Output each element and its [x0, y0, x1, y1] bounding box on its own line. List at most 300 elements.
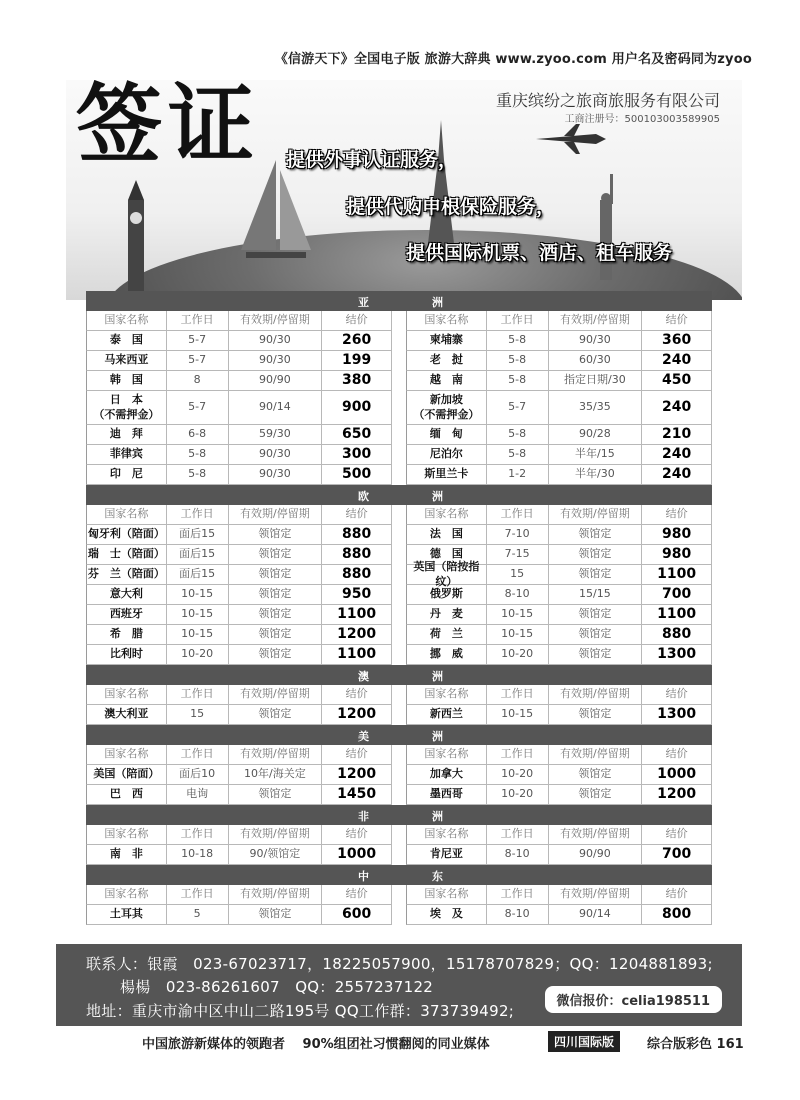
table-header-row — [86, 505, 712, 525]
validity-stay: 90/30 — [229, 331, 323, 350]
country-name: 老 挝 — [407, 351, 487, 370]
row-half-right — [406, 311, 712, 331]
row-half-right — [406, 765, 712, 785]
contact-panel — [56, 944, 742, 1026]
price: 880 — [322, 545, 392, 564]
column-header: 结价 — [322, 745, 392, 764]
country-name: 荷 兰 — [407, 625, 487, 644]
table-row — [86, 465, 712, 485]
row-half-left — [86, 525, 392, 545]
page-number: 综合版彩色 161 — [647, 1037, 744, 1052]
processing-days: 8-10 — [487, 585, 549, 604]
column-header: 有效期/停留期 — [549, 685, 643, 704]
price: 210 — [642, 425, 712, 444]
region-header — [86, 805, 712, 825]
processing-days: 1-2 — [487, 465, 549, 484]
validity-stay: 领馆定 — [229, 625, 323, 644]
row-half-right — [406, 331, 712, 351]
region-header — [86, 665, 712, 685]
row-half-right — [406, 845, 712, 865]
row-half-left — [86, 885, 392, 905]
country-name: 墨西哥 — [407, 785, 487, 804]
region-header — [86, 291, 712, 311]
row-half-right — [406, 905, 712, 925]
country-name: 泰 国 — [87, 331, 167, 350]
country-name: 英国（陪按指纹） — [407, 565, 487, 584]
validity-stay: 35/35 — [549, 391, 643, 424]
country-name: 马来西亚 — [87, 351, 167, 370]
column-header: 有效期/停留期 — [229, 825, 323, 844]
column-header: 国家名称 — [87, 745, 167, 764]
table-row — [86, 391, 712, 425]
price: 1300 — [642, 645, 712, 664]
row-half-left — [86, 705, 392, 725]
validity-stay: 领馆定 — [549, 605, 643, 624]
processing-days: 5-7 — [167, 391, 229, 424]
row-half-left — [86, 845, 392, 865]
validity-stay: 90/30 — [229, 351, 323, 370]
validity-stay: 领馆定 — [549, 645, 643, 664]
processing-days: 面后15 — [167, 565, 229, 584]
row-half-right — [406, 785, 712, 805]
processing-days: 10-18 — [167, 845, 229, 864]
processing-days: 5-8 — [487, 425, 549, 444]
column-header: 有效期/停留期 — [549, 311, 643, 330]
table-header-row — [86, 885, 712, 905]
price: 800 — [642, 905, 712, 924]
country-name: 柬埔寨 — [407, 331, 487, 350]
price: 1200 — [322, 765, 392, 784]
column-header: 有效期/停留期 — [549, 885, 643, 904]
processing-days: 6-8 — [167, 425, 229, 444]
table-row — [86, 371, 712, 391]
processing-days: 5-8 — [167, 465, 229, 484]
table-header-row — [86, 685, 712, 705]
region-name: 亚 — [358, 296, 369, 309]
wechat-badge: 微信报价：celia198511 — [545, 986, 722, 1013]
column-header: 结价 — [322, 825, 392, 844]
processing-days: 面后10 — [167, 765, 229, 784]
country-name: 菲律宾 — [87, 445, 167, 464]
column-header: 国家名称 — [407, 311, 487, 330]
processing-days: 5-7 — [167, 351, 229, 370]
row-half-left — [86, 785, 392, 805]
region-name-suffix: 洲 — [432, 730, 443, 743]
region-name: 美 — [358, 730, 369, 743]
price: 880 — [322, 525, 392, 544]
region-name-suffix: 洲 — [432, 490, 443, 503]
column-header: 工作日 — [167, 311, 229, 330]
airplane-icon — [536, 124, 606, 154]
row-half-right — [406, 445, 712, 465]
processing-days: 10-15 — [167, 605, 229, 624]
row-half-left — [86, 391, 392, 425]
country-name: 新加坡 （不需押金） — [407, 391, 487, 424]
processing-days: 8-10 — [487, 845, 549, 864]
country-name: 匈牙利（陪面） — [87, 525, 167, 544]
column-header: 工作日 — [167, 885, 229, 904]
table-row — [86, 331, 712, 351]
row-half-right — [406, 505, 712, 525]
contact-line-2: 楊楊 023-86261607 QQ：2557237122 — [120, 978, 434, 996]
processing-days: 10-15 — [167, 625, 229, 644]
price: 500 — [322, 465, 392, 484]
column-header: 国家名称 — [87, 825, 167, 844]
column-header: 结价 — [642, 825, 712, 844]
validity-stay: 10年/海关定 — [229, 765, 323, 784]
visa-price-table — [86, 291, 712, 925]
column-header: 工作日 — [487, 885, 549, 904]
column-header: 有效期/停留期 — [229, 505, 323, 524]
row-half-right — [406, 745, 712, 765]
validity-stay: 15/15 — [549, 585, 643, 604]
column-header: 有效期/停留期 — [549, 505, 643, 524]
validity-stay: 领馆定 — [549, 625, 643, 644]
column-header: 工作日 — [167, 745, 229, 764]
price: 240 — [642, 351, 712, 370]
processing-days: 10-20 — [487, 785, 549, 804]
row-half-left — [86, 765, 392, 785]
row-half-right — [406, 825, 712, 845]
price: 1200 — [322, 625, 392, 644]
validity-stay: 领馆定 — [229, 565, 323, 584]
processing-days: 5-8 — [167, 445, 229, 464]
row-half-left — [86, 905, 392, 925]
column-header: 工作日 — [487, 745, 549, 764]
validity-stay: 90/30 — [549, 331, 643, 350]
price: 650 — [322, 425, 392, 444]
validity-stay: 90/30 — [229, 445, 323, 464]
row-half-left — [86, 505, 392, 525]
validity-stay: 90/90 — [549, 845, 643, 864]
row-half-left — [86, 351, 392, 371]
column-header: 国家名称 — [407, 685, 487, 704]
processing-days: 5-8 — [487, 445, 549, 464]
validity-stay: 领馆定 — [549, 785, 643, 804]
country-name: 比利时 — [87, 645, 167, 664]
processing-days: 7-10 — [487, 525, 549, 544]
price: 1000 — [642, 765, 712, 784]
column-header: 结价 — [642, 311, 712, 330]
region-header — [86, 865, 712, 885]
validity-stay: 领馆定 — [229, 585, 323, 604]
row-half-left — [86, 825, 392, 845]
region-name: 非 — [358, 810, 369, 823]
processing-days: 15 — [487, 565, 549, 584]
price: 980 — [642, 545, 712, 564]
validity-stay: 60/30 — [549, 351, 643, 370]
price: 260 — [322, 331, 392, 350]
region-name-suffix: 东 — [432, 870, 443, 883]
validity-stay: 领馆定 — [549, 705, 643, 724]
validity-stay: 指定日期/30 — [549, 371, 643, 390]
tagline-2: 提供代购申根保险服务， — [346, 196, 556, 218]
processing-days: 面后15 — [167, 545, 229, 564]
country-name: 土耳其 — [87, 905, 167, 924]
row-half-right — [406, 391, 712, 425]
table-header-row — [86, 311, 712, 331]
processing-days: 5-8 — [487, 351, 549, 370]
validity-stay: 半年/30 — [549, 465, 643, 484]
processing-days: 10-15 — [167, 585, 229, 604]
table-row — [86, 560, 712, 588]
column-header: 国家名称 — [87, 685, 167, 704]
row-half-left — [86, 565, 392, 585]
page-footer — [0, 1031, 800, 1053]
row-half-left — [86, 425, 392, 445]
country-name: 挪 威 — [407, 645, 487, 664]
column-header: 结价 — [322, 311, 392, 330]
contact-address: 地址：重庆市渝中区中山二路195号 QQ工作群：373739492; — [86, 1002, 515, 1020]
price: 1100 — [642, 605, 712, 624]
column-header: 有效期/停留期 — [229, 745, 323, 764]
column-header: 工作日 — [487, 311, 549, 330]
column-header: 国家名称 — [87, 885, 167, 904]
validity-stay: 90/90 — [229, 371, 323, 390]
row-half-left — [86, 445, 392, 465]
column-header: 结价 — [322, 685, 392, 704]
row-half-right — [406, 425, 712, 445]
price: 1450 — [322, 785, 392, 804]
column-header: 国家名称 — [407, 745, 487, 764]
table-header-row — [86, 745, 712, 765]
country-name: 瑞 士（陪面） — [87, 545, 167, 564]
validity-stay: 领馆定 — [229, 785, 323, 804]
table-row — [86, 705, 712, 725]
price: 900 — [322, 391, 392, 424]
country-name: 意大利 — [87, 585, 167, 604]
row-half-right — [406, 465, 712, 485]
row-half-left — [86, 685, 392, 705]
price: 360 — [642, 331, 712, 350]
row-half-left — [86, 625, 392, 645]
validity-stay: 90/领馆定 — [229, 845, 323, 864]
processing-days: 5 — [167, 905, 229, 924]
processing-days: 5-8 — [487, 331, 549, 350]
sailboat-icon — [236, 160, 316, 270]
column-header: 工作日 — [487, 685, 549, 704]
table-row — [86, 525, 712, 545]
big-ben-icon — [106, 180, 166, 300]
country-name: 美国（陪面） — [87, 765, 167, 784]
table-row — [86, 585, 712, 605]
row-half-left — [86, 371, 392, 391]
region-header — [86, 725, 712, 745]
processing-days: 电询 — [167, 785, 229, 804]
column-header: 结价 — [642, 685, 712, 704]
validity-stay: 领馆定 — [229, 645, 323, 664]
validity-stay: 领馆定 — [229, 525, 323, 544]
processing-days: 5-7 — [487, 391, 549, 424]
validity-stay: 59/30 — [229, 425, 323, 444]
row-half-right — [406, 585, 712, 605]
region-header — [86, 485, 712, 505]
price: 880 — [322, 565, 392, 584]
row-half-right — [406, 525, 712, 545]
price: 700 — [642, 845, 712, 864]
row-half-left — [86, 311, 392, 331]
table-row — [86, 645, 712, 665]
validity-stay: 领馆定 — [549, 545, 643, 564]
price: 240 — [642, 465, 712, 484]
country-name: 迪 拜 — [87, 425, 167, 444]
row-half-left — [86, 605, 392, 625]
price: 1100 — [322, 605, 392, 624]
edition-badge: 四川国际版 — [548, 1031, 620, 1052]
footer-slogan: 中国旅游新媒体的领跑者 90%组团社习惯翻阅的同业媒体 — [142, 1037, 490, 1052]
country-name: 法 国 — [407, 525, 487, 544]
country-name: 斯里兰卡 — [407, 465, 487, 484]
country-name: 肯尼亚 — [407, 845, 487, 864]
column-header: 结价 — [642, 745, 712, 764]
price: 1100 — [322, 645, 392, 664]
price: 1200 — [322, 705, 392, 724]
contact-line-1: 联系人：银霞 023-67023717，18225057900，15178707829；QQ：1204881893; — [86, 955, 713, 973]
tagline-3: 提供国际机票、酒店、租车服务 — [406, 242, 673, 264]
price: 950 — [322, 585, 392, 604]
processing-days: 10-20 — [487, 765, 549, 784]
price: 450 — [642, 371, 712, 390]
row-half-left — [86, 745, 392, 765]
row-half-left — [86, 545, 392, 565]
country-name: 芬 兰（陪面） — [87, 565, 167, 584]
region-name: 澳 — [358, 670, 369, 683]
country-name: 希 腊 — [87, 625, 167, 644]
country-name: 加拿大 — [407, 765, 487, 784]
column-header: 工作日 — [487, 505, 549, 524]
price: 980 — [642, 525, 712, 544]
row-half-right — [406, 645, 712, 665]
country-name: 缅 甸 — [407, 425, 487, 444]
top-banner: 《信游天下》全国电子版 旅游大辞典 www.zyoo.com 用户名及密码同为zyoo — [274, 52, 752, 67]
country-name: 日 本 （不需押金） — [87, 391, 167, 424]
validity-stay: 领馆定 — [229, 705, 323, 724]
row-half-right — [406, 351, 712, 371]
page-title: 签证 — [76, 80, 260, 175]
country-name: 韩 国 — [87, 371, 167, 390]
processing-days: 7-15 — [487, 545, 549, 564]
row-half-right — [406, 625, 712, 645]
column-header: 有效期/停留期 — [229, 311, 323, 330]
price: 380 — [322, 371, 392, 390]
validity-stay: 领馆定 — [229, 605, 323, 624]
processing-days: 10-20 — [167, 645, 229, 664]
column-header: 结价 — [642, 885, 712, 904]
country-name: 越 南 — [407, 371, 487, 390]
country-name: 丹 麦 — [407, 605, 487, 624]
country-name: 俄罗斯 — [407, 585, 487, 604]
column-header: 工作日 — [487, 825, 549, 844]
region-name-suffix: 洲 — [432, 670, 443, 683]
price: 240 — [642, 391, 712, 424]
price: 240 — [642, 445, 712, 464]
validity-stay: 90/14 — [229, 391, 323, 424]
country-name: 埃 及 — [407, 905, 487, 924]
table-row — [86, 765, 712, 785]
price: 300 — [322, 445, 392, 464]
price: 199 — [322, 351, 392, 370]
country-name: 巴 西 — [87, 785, 167, 804]
price: 1300 — [642, 705, 712, 724]
price: 700 — [642, 585, 712, 604]
processing-days: 10-15 — [487, 605, 549, 624]
row-half-left — [86, 331, 392, 351]
processing-days: 10-15 — [487, 625, 549, 644]
row-half-left — [86, 645, 392, 665]
region-name-suffix: 洲 — [432, 810, 443, 823]
validity-stay: 90/30 — [229, 465, 323, 484]
column-header: 工作日 — [167, 825, 229, 844]
country-name: 尼泊尔 — [407, 445, 487, 464]
hero-banner — [66, 80, 742, 300]
processing-days: 5-7 — [167, 331, 229, 350]
column-header: 有效期/停留期 — [549, 825, 643, 844]
country-name: 德 国 — [407, 545, 487, 564]
processing-days: 8-10 — [487, 905, 549, 924]
processing-days: 15 — [167, 705, 229, 724]
column-header: 结价 — [322, 885, 392, 904]
validity-stay: 90/14 — [549, 905, 643, 924]
column-header: 工作日 — [167, 505, 229, 524]
price: 880 — [642, 625, 712, 644]
company-name: 重庆缤纷之旅商旅服务有限公司 — [495, 91, 720, 110]
column-header: 国家名称 — [407, 825, 487, 844]
table-row — [86, 351, 712, 371]
validity-stay: 领馆定 — [549, 765, 643, 784]
country-name: 新西兰 — [407, 705, 487, 724]
processing-days: 8 — [167, 371, 229, 390]
table-row — [86, 605, 712, 625]
column-header: 有效期/停留期 — [229, 885, 323, 904]
validity-stay: 领馆定 — [229, 545, 323, 564]
column-header: 国家名称 — [407, 505, 487, 524]
validity-stay: 半年/15 — [549, 445, 643, 464]
row-half-right — [406, 605, 712, 625]
processing-days: 10-15 — [487, 705, 549, 724]
row-half-right — [406, 685, 712, 705]
price: 1000 — [322, 845, 392, 864]
validity-stay: 领馆定 — [549, 565, 643, 584]
row-half-right — [406, 560, 712, 588]
table-row — [86, 445, 712, 465]
table-row — [86, 785, 712, 805]
table-header-row — [86, 825, 712, 845]
validity-stay: 领馆定 — [549, 525, 643, 544]
country-name: 印 尼 — [87, 465, 167, 484]
column-header: 结价 — [642, 505, 712, 524]
table-row — [86, 845, 712, 865]
table-row — [86, 905, 712, 925]
table-row — [86, 545, 712, 565]
validity-stay: 领馆定 — [229, 905, 323, 924]
column-header: 结价 — [322, 505, 392, 524]
country-name: 澳大利亚 — [87, 705, 167, 724]
table-row — [86, 625, 712, 645]
country-name: 西班牙 — [87, 605, 167, 624]
price: 600 — [322, 905, 392, 924]
column-header: 国家名称 — [87, 311, 167, 330]
region-name-suffix: 洲 — [432, 296, 443, 309]
column-header: 工作日 — [167, 685, 229, 704]
table-row — [86, 425, 712, 445]
row-half-right — [406, 705, 712, 725]
row-half-right — [406, 885, 712, 905]
column-header: 有效期/停留期 — [549, 745, 643, 764]
country-name: 南 非 — [87, 845, 167, 864]
region-name: 中 — [358, 870, 369, 883]
column-header: 国家名称 — [87, 505, 167, 524]
region-name: 欧 — [358, 490, 369, 503]
